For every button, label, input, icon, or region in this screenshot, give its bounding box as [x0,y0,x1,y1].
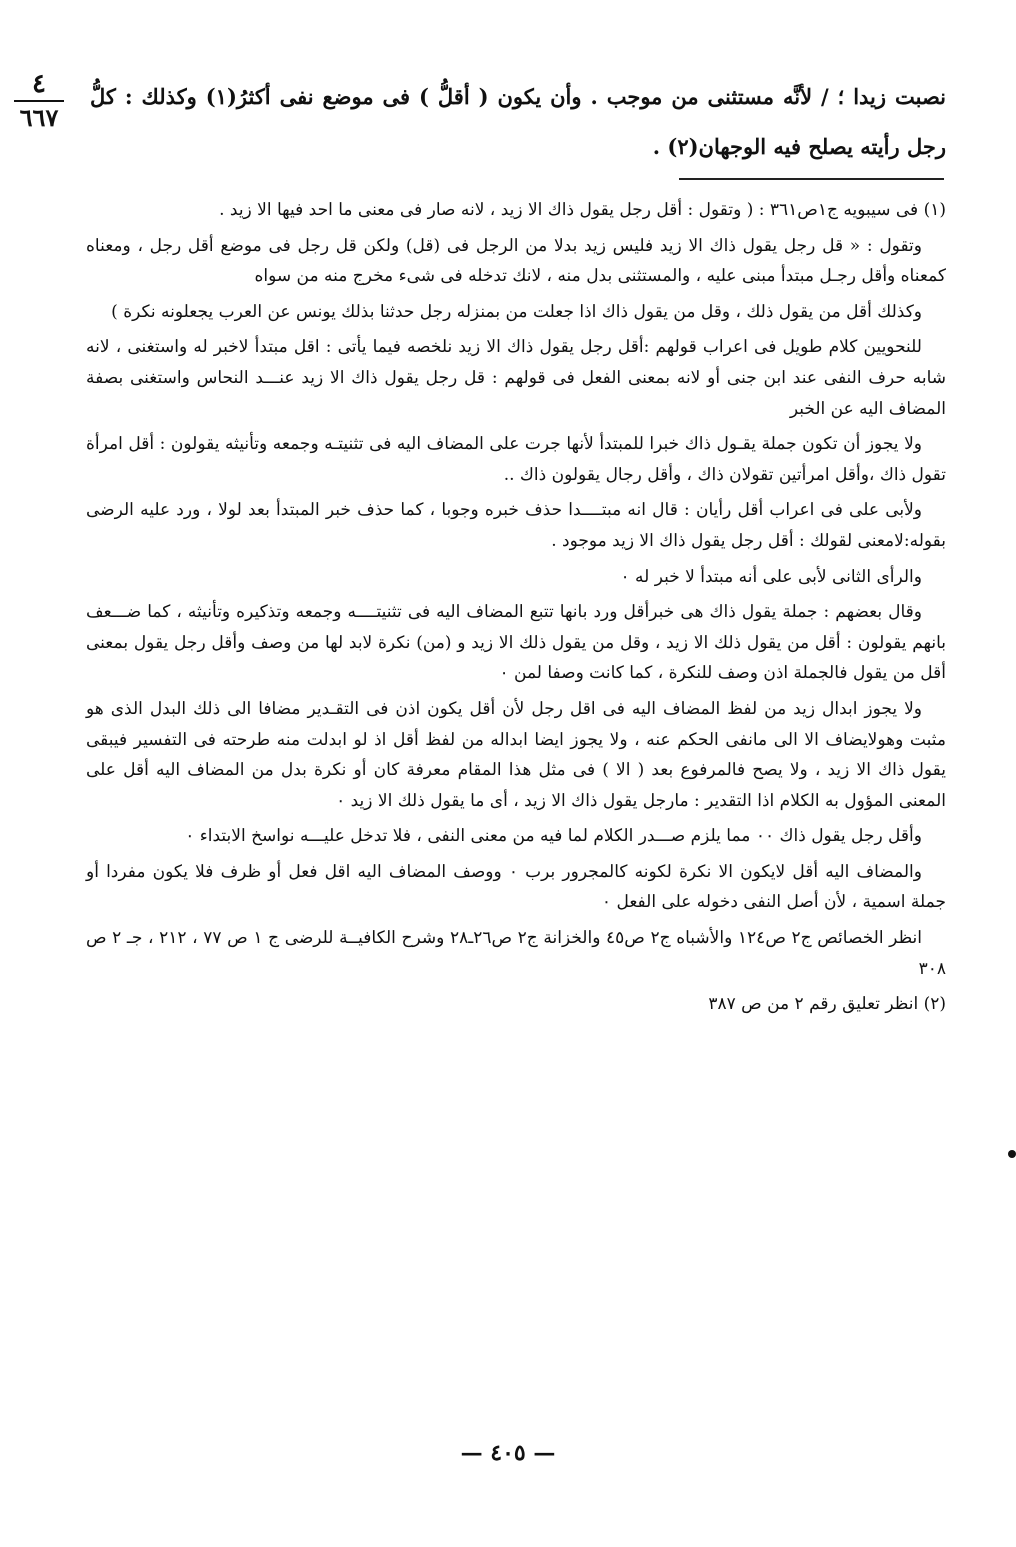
footnote-paragraph: وقال بعضهم : جملة يقول ذاك هى خبرأقل ورد بانها تتبع المضاف اليه فى تثنيتــــه وجمعه وتذكيره وتأنيثه ، كما ضـــعف بانهم يقولون : أقل من يقول ذلك الا زيد ، وقل من يقول ذلك الا زيد و (من) نكرة لابد لها من وصف وأقل رجل يقول بمعنى أقل من يقول فالجملة اذن وصف للنكرة ، كما كانت وصفا لمن ٠ [86,602,946,684]
footnote-paragraph: ولا يجوز ابدال زيد من لفظ المضاف اليه فى اقل رجل لأن أقل يكون اذن فى التقـدير مضافا الى ذلك البدل الذى هو مثبت وهولايضاف الا الى مانفى الحكم عنه ، ولا يجوز ايضا ابداله من لفظ أقل اذ لو ابدلت منه طرحته فى التفسير فيبقى يقول ذاك الا زيد ، ولا يصح فالمرفوع بعد ( الا ) فى مثل هذا المقام معرفة كان أو نكرة بدل من المضاف اليه أقل على المعنى المؤول به الكلام اذا التقدير : مارجل يقول ذاك الا زيد ، أى ما يقول ذلك الا زيد ٠ [86,698,946,811]
footnote-separator [679,178,944,180]
margin-reference-bottom: ٦٦٧ [19,103,59,132]
margin-reference-top: ٤ [32,69,46,99]
footnote-paragraph: وأقل رجل يقول ذاك ٠٠ مما يلزم صـــدر الكلام لما فيه من معنى النفى ، فلا تدخل عليـــه نواسخ الابتداء ٠ [185,826,922,847]
margin-page-reference [14,70,64,131]
footnote-paragraph: والمضاف اليه أقل لايكون الا نكرة لكونه كالمجرور برب ٠ ووصف المضاف اليه اقل فعل أو ظرف فلا يكون مفردا أو جملة اسمية ، لأن أصل النفى دخوله على الفعل ٠ [86,861,946,913]
footnote-paragraph: ولأبى على فى اعراب أقل رأيان : قال انه مبتــــدا حذف خبره وجوبا ، كما حذف خبر المبتدأ بعد لولا ، ورد عليه الرضى بقوله:لامعنى لقولك : أقل رجل يقول ذاك الا زيد موجود . [86,500,946,551]
footnote-paragraph: والرأى الثانى لأبى على أنه مبتدأ لا خبر له ٠ [620,566,922,587]
margin-reference-rule [14,100,64,102]
footnote-paragraph: ولا يجوز أن تكون جملة يقـول ذاك خبرا للمبتدأ لأنها جرت على المضاف اليه فى تثنيتـه وجمعه وتأنيثه يقولون : أقل امرأة تقول ذاك ،وأقل امرأتين تقولان ذاك ، وأقل رجال يقولون ذاك .. [86,434,946,485]
page-number: — ٤٠٥ — [460,1440,556,1466]
main-text [90,72,946,172]
footnote-paragraph: (٢) انظر تعليق رقم ٢ من ص ٣٨٧ [708,994,946,1015]
footnote-paragraph: انظر الخصائص ج٢ ص١٢٤ والأشباه ج٢ ص٤٥ والخزانة ج٢ ص٢٦ـ٢٨ وشرح الكافيــة للرضى ج ١ ص ٧٧ ، ٢١٢ ، جـ ٢ ص ٣٠٨ [86,928,946,979]
footnote-paragraph: (١) فى سيبويه ج١ص٣٦١ : ( وتقول : أقل رجل يقول ذاك الا زيد ، لانه صار فى معنى ما احد فيها الا زيد . [219,200,946,220]
main-paragraph: نصبت زيدا ؛ / لأنَّه مستثنى من موجب . وأن يكون ( أقلُّ ) فى موضع نفى أكثرُ(١) وكذلك : كلُّ رجل رأيته يصلح فيه الوجهان(٢) . [90,84,946,159]
footnotes [86,195,946,1025]
footnote-paragraph: للنحويين كلام طويل فى اعراب قولهم :أقل رجل يقول ذاك الا زيد نلخصه فيما يأتى : اقل مبتدأ لاخبر له واستغنى ، لانه شابه حرف النفى عند ابن جنى أو لانه بمعنى الفعل فى قولهم : قل رجل يقول ذاك الا زيد عنـــد النحاس واستغنى بصفة المضاف اليه عن الخبر [86,337,946,419]
footnote-paragraph: وتقول : « قل رجل يقول ذاك الا زيد فليس زيد بدلا من الرجل فى (قل) ولكن قل رجل فى موضع أقل رجل ، ومعناه كمعناه وأقل رجـل مبتدأ مبنى عليه ، والمستثنى بدل منه ، لانك تدخله فى شىء مخرج منه من سواه [86,235,946,287]
footnote-paragraph: وكذلك أقل من يقول ذلك ، وقل من يقول ذاك اذا جعلت من بمنزله رجل حدثنا بذلك يونس عن العرب يجعلونه نكرة ) [111,301,922,322]
margin-dot [1008,1150,1016,1158]
